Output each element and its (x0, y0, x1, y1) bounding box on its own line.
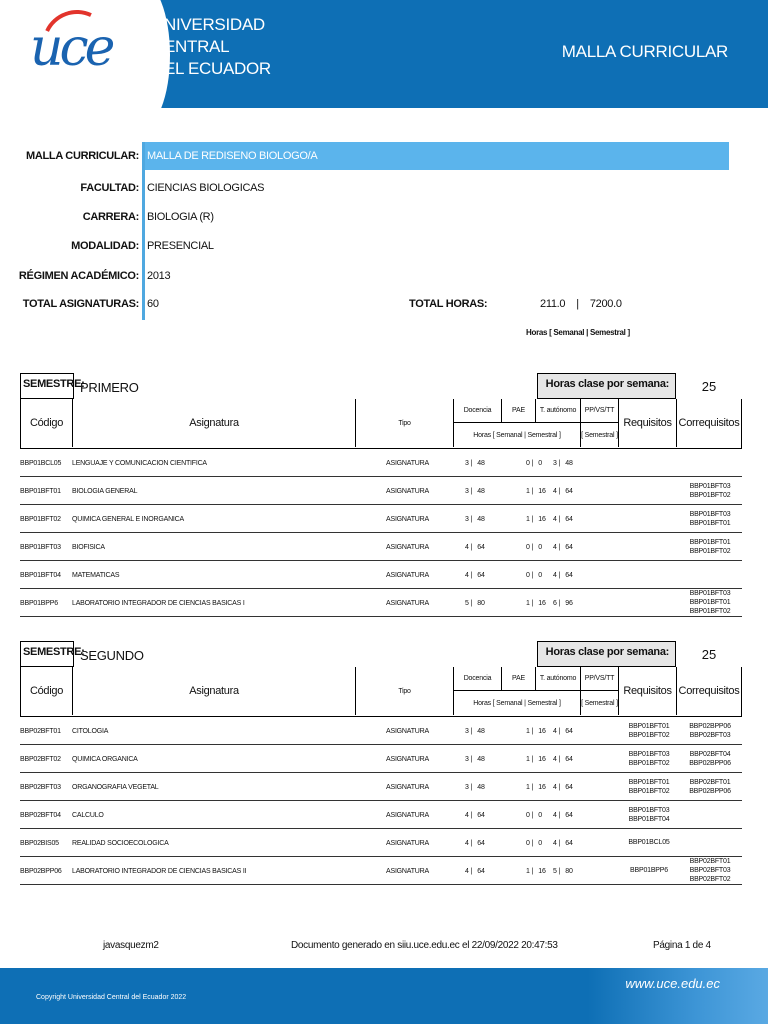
cell-docencia: 3 | 48 (465, 516, 485, 523)
bottom-bar (0, 968, 768, 1024)
regimen-value: 2013 (147, 270, 171, 282)
cell-codigo: BBP02BFT03 (20, 784, 61, 791)
cell-codigo: BBP01BPP6 (20, 600, 58, 607)
cell-asignatura: BIOLOGIA GENERAL (72, 488, 138, 495)
total-horas-value: 211.0 | 7200.0 (540, 298, 622, 310)
cell-tipo: ASIGNATURA (386, 812, 429, 819)
hours-per-week-value: 25 (701, 647, 717, 662)
cell-correquisitos (680, 449, 740, 476)
modalidad-value: PRESENCIAL (147, 240, 214, 252)
cell-pae: 0 | 0 (526, 840, 542, 847)
cell-correquisitos: BBP01BFT01 BBP01BFT02 (689, 538, 731, 555)
cell-asignatura: CALCULO (72, 812, 104, 819)
cell-tipo: ASIGNATURA (386, 784, 429, 791)
document-title: MALLA CURRICULAR (561, 42, 728, 61)
cell-asignatura: QUIMICA GENERAL E INORGANICA (72, 516, 184, 523)
university-line-1: UNIVERSIDAD (152, 15, 265, 34)
cell-codigo: BBP01BFT04 (20, 572, 61, 579)
horas-legend: Horas [ Semanal | Semestral ] (526, 328, 630, 337)
cell-correquisitos: BBP02BPP06 BBP02BFT03 (689, 722, 731, 739)
hours-subheader: Horas [ Semanal | Semestral ] (454, 691, 581, 715)
cell-tipo: ASIGNATURA (386, 728, 429, 735)
hours-per-week-value: 25 (701, 379, 717, 394)
column-header (20, 667, 742, 717)
malla-label: MALLA CURRICULAR: (25, 150, 139, 162)
cell-pae: 1 | 16 (526, 868, 546, 875)
cell-tipo: ASIGNATURA (386, 516, 429, 523)
hours-subheader: Horas [ Semanal | Semestral ] (454, 423, 581, 447)
modalidad-row (0, 232, 768, 260)
semester-rows (20, 449, 742, 617)
cell-pae: 1 | 16 (526, 516, 546, 523)
cell-requisitos (620, 449, 678, 476)
cell-autonomo: 4 | 64 (553, 544, 573, 551)
cell-correquisitos: BBP02BFT01 BBP02BFT03 BBP02BFT02 (689, 858, 731, 883)
table-row (20, 477, 742, 505)
cell-docencia: 4 | 64 (465, 572, 485, 579)
table-row (20, 505, 742, 533)
semester-header (20, 641, 742, 667)
cell-tipo: ASIGNATURA (386, 544, 429, 551)
col-tipo: Tipo (356, 667, 454, 715)
cell-requisitos (620, 533, 678, 560)
semestral-subheader: [ Semestral ] (581, 691, 619, 715)
hours-per-week-label: Horas clase por semana: (537, 641, 676, 667)
cell-docencia: 4 | 64 (465, 812, 485, 819)
cell-tipo: ASIGNATURA (386, 600, 429, 607)
col-correquisitos: Correquisitos (678, 417, 740, 429)
cell-autonomo: 4 | 64 (553, 812, 573, 819)
cell-codigo: BBP02BFT04 (20, 812, 61, 819)
cell-autonomo: 4 | 64 (553, 488, 573, 495)
col-requisitos: Requisitos (619, 667, 677, 715)
cell-requisitos: BBP01BFT03 BBP01BFT02 (628, 750, 670, 767)
hours-per-week-label: Horas clase por semana: (537, 373, 676, 399)
semestral-subheader: [ Semestral ] (581, 423, 619, 447)
carrera-value: BIOLOGIA (R) (147, 211, 214, 223)
university-name (152, 14, 271, 80)
col-autonomo: T. autónomo (536, 667, 581, 691)
cell-pae: 1 | 16 (526, 600, 546, 607)
footer-user: javasquezm2 (103, 940, 159, 951)
cell-docencia: 3 | 48 (465, 460, 485, 467)
col-ppvstt: PP/VS/TT (581, 399, 619, 423)
facultad-row (0, 174, 768, 202)
cell-pae: 1 | 16 (526, 488, 546, 495)
col-pae: PAE (502, 399, 536, 423)
cell-autonomo: 4 | 64 (553, 728, 573, 735)
carrera-label: CARRERA: (82, 211, 139, 223)
cell-tipo: ASIGNATURA (386, 572, 429, 579)
col-docencia: Docencia (454, 399, 502, 423)
cell-asignatura: LENGUAJE Y COMUNICACION CIENTIFICA (72, 460, 207, 467)
col-codigo: Código (21, 399, 73, 447)
cell-docencia: 4 | 64 (465, 868, 485, 875)
cell-asignatura: MATEMATICAS (72, 572, 120, 579)
website-link[interactable]: www.uce.edu.ec (625, 976, 720, 991)
cell-pae: 1 | 16 (526, 728, 546, 735)
semester-label: SEMESTRE: (20, 373, 74, 399)
cell-correquisitos: BBP02BFT04 BBP02BPP06 (689, 750, 731, 767)
cell-requisitos (620, 589, 678, 616)
cell-autonomo: 4 | 64 (553, 784, 573, 791)
col-ppvstt: PP/VS/TT (581, 667, 619, 691)
cell-requisitos (620, 505, 678, 532)
semester-label: SEMESTRE: (20, 641, 74, 667)
cell-codigo: BBP01BFT02 (20, 516, 61, 523)
table-row (20, 745, 742, 773)
cell-correquisitos: BBP01BFT03 BBP01BFT01 (689, 510, 731, 527)
footer-page-number: Página 1 de 4 (653, 940, 711, 951)
table-row (20, 533, 742, 561)
cell-correquisitos: BBP01BFT03 BBP01BFT02 (689, 482, 731, 499)
university-line-2: CENTRAL (152, 37, 230, 56)
semester-rows (20, 717, 742, 885)
cell-asignatura: REALIDAD SOCIOECOLOGICA (72, 840, 169, 847)
malla-row (0, 142, 768, 170)
cell-requisitos: BBP01BFT01 BBP01BFT02 (628, 722, 670, 739)
col-correquisitos: Correquisitos (678, 685, 740, 697)
cell-docencia: 3 | 48 (465, 784, 485, 791)
cell-docencia: 3 | 48 (465, 728, 485, 735)
cell-requisitos: BBP01BFT03 BBP01BFT04 (628, 806, 670, 823)
cell-pae: 0 | 0 (526, 572, 542, 579)
modalidad-label: MODALIDAD: (71, 240, 139, 252)
cell-docencia: 3 | 48 (465, 756, 485, 763)
cell-autonomo: 4 | 64 (553, 572, 573, 579)
page-header (0, 0, 768, 108)
carrera-row (0, 203, 768, 231)
cell-correquisitos (680, 561, 740, 588)
cell-asignatura: QUIMICA ORGANICA (72, 756, 138, 763)
table-row (20, 857, 742, 885)
cell-tipo: ASIGNATURA (386, 868, 429, 875)
cell-tipo: ASIGNATURA (386, 840, 429, 847)
cell-docencia: 3 | 48 (465, 488, 485, 495)
cell-codigo: BBP02BFT01 (20, 728, 61, 735)
table-row (20, 449, 742, 477)
cell-pae: 0 | 0 (526, 544, 542, 551)
total-asignaturas-value: 60 (147, 298, 159, 310)
cell-autonomo: 4 | 64 (553, 840, 573, 847)
cell-codigo: BBP02BFT02 (20, 756, 61, 763)
table-row (20, 561, 742, 589)
col-autonomo: T. autónomo (536, 399, 581, 423)
cell-pae: 1 | 16 (526, 756, 546, 763)
university-line-3: DEL ECUADOR (152, 59, 271, 78)
table-row (20, 773, 742, 801)
cell-asignatura: LABORATORIO INTEGRADOR DE CIENCIAS BASICAS I (72, 600, 245, 607)
cell-asignatura: CITOLOGIA (72, 728, 109, 735)
cell-docencia: 4 | 64 (465, 544, 485, 551)
cell-codigo: BBP01BFT03 (20, 544, 61, 551)
col-asignatura: Asignatura (73, 399, 356, 447)
facultad-label: FACULTAD: (80, 182, 139, 194)
cell-tipo: ASIGNATURA (386, 460, 429, 467)
copyright-text: Copyright Universidad Central del Ecuador 2022 (36, 994, 187, 1001)
table-row (20, 801, 742, 829)
cell-codigo: BBP02BIS05 (20, 840, 59, 847)
total-asignaturas-label: TOTAL ASIGNATURAS: (22, 298, 139, 310)
cell-asignatura: ORGANOGRAFIA VEGETAL (72, 784, 159, 791)
cell-docencia: 4 | 64 (465, 840, 485, 847)
total-horas-label: TOTAL HORAS: (409, 298, 488, 310)
footer-generated: Documento generado en siiu.uce.edu.ec el 22/09/2022 20:47:53 (291, 940, 558, 951)
cell-correquisitos: BBP02BFT01 BBP02BPP06 (689, 778, 731, 795)
facultad-value: CIENCIAS BIOLOGICAS (147, 182, 265, 194)
semester-header (20, 373, 742, 399)
semester-name: SEGUNDO (80, 648, 144, 663)
table-row (20, 829, 742, 857)
cell-autonomo: 5 | 80 (553, 868, 573, 875)
cell-pae: 1 | 16 (526, 784, 546, 791)
cell-correquisitos: BBP01BFT03 BBP01BFT01 BBP01BFT02 (689, 590, 731, 615)
cell-autonomo: 4 | 64 (553, 756, 573, 763)
cell-codigo: BBP01BFT01 (20, 488, 61, 495)
cell-asignatura: LABORATORIO INTEGRADOR DE CIENCIAS BASICAS II (72, 868, 247, 875)
table-row (20, 589, 742, 617)
regimen-label: RÉGIMEN ACADÉMICO: (18, 270, 139, 282)
col-tipo: Tipo (356, 399, 454, 447)
cell-requisitos: BBP01BPP6 (630, 867, 668, 874)
cell-requisitos: BBP01BFT01 BBP01BFT02 (628, 778, 670, 795)
col-docencia: Docencia (454, 667, 502, 691)
cell-correquisitos (680, 829, 740, 856)
table-row (20, 717, 742, 745)
col-codigo: Código (21, 667, 73, 715)
regimen-row (0, 262, 768, 290)
cell-tipo: ASIGNATURA (386, 756, 429, 763)
cell-requisitos (620, 561, 678, 588)
cell-codigo: BBP01BCL05 (20, 460, 62, 467)
semester-table (20, 641, 742, 885)
column-header (20, 399, 742, 449)
cell-requisitos (620, 477, 678, 504)
cell-autonomo: 6 | 96 (553, 600, 573, 607)
col-asignatura: Asignatura (73, 667, 356, 715)
cell-pae: 0 | 0 (526, 812, 542, 819)
cell-tipo: ASIGNATURA (386, 488, 429, 495)
uce-logo: uce (30, 18, 112, 78)
semester-table (20, 373, 742, 617)
cell-correquisitos (680, 801, 740, 828)
cell-codigo: BBP02BPP06 (20, 868, 62, 875)
total-asignaturas-row (0, 290, 768, 318)
cell-autonomo: 3 | 48 (553, 460, 573, 467)
malla-value: MALLA DE REDISENO BIOLOGO/A (147, 150, 318, 162)
cell-asignatura: BIOFISICA (72, 544, 105, 551)
col-requisitos: Requisitos (619, 399, 677, 447)
cell-pae: 0 | 0 (526, 460, 542, 467)
cell-requisitos: BBP01BCL05 (628, 839, 670, 846)
cell-autonomo: 4 | 64 (553, 516, 573, 523)
cell-docencia: 5 | 80 (465, 600, 485, 607)
col-pae: PAE (502, 667, 536, 691)
semester-name: PRIMERO (80, 380, 139, 395)
